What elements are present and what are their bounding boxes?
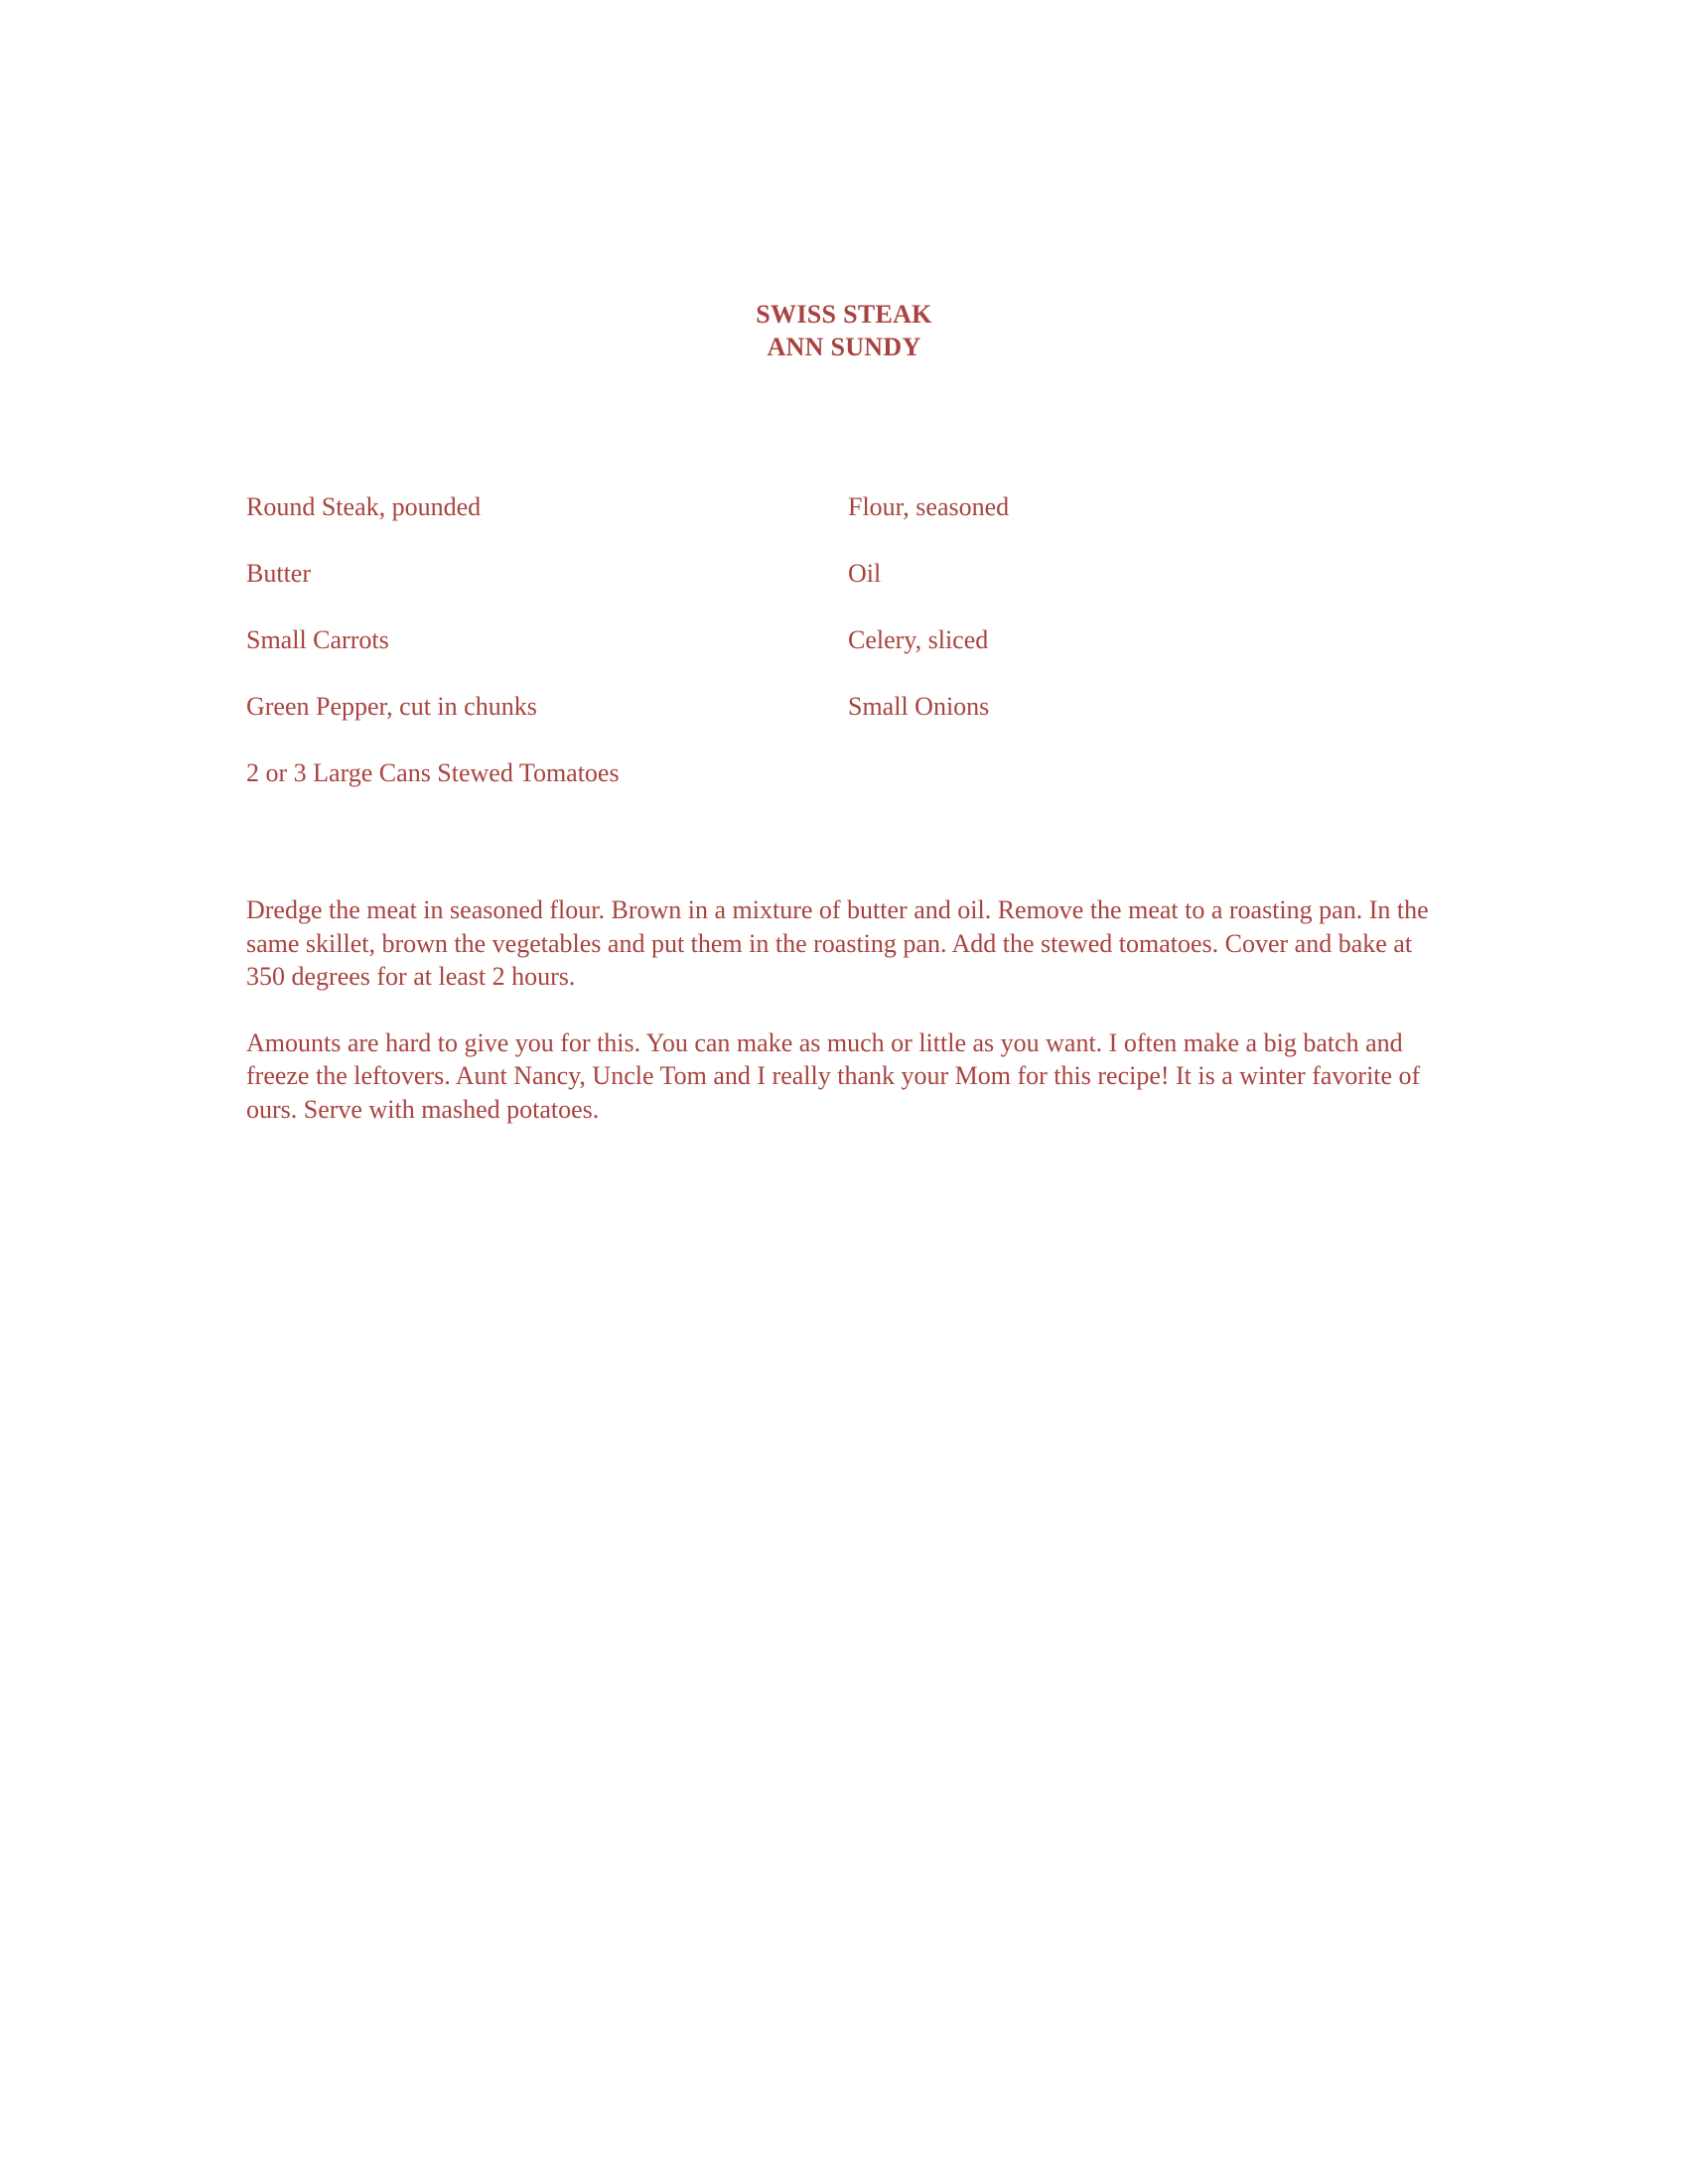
ingredient-item: Oil [848, 559, 882, 588]
ingredients-list [246, 492, 1438, 825]
ingredient-item: Green Pepper, cut in chunks [246, 692, 537, 721]
recipe-header [0, 298, 1688, 363]
ingredient-item: Small Carrots [246, 625, 389, 654]
ingredient-row [246, 625, 1438, 692]
instruction-paragraph: Dredge the meat in seasoned flour. Brown in a mixture of butter and oil. Remove the meat to a roasting pan. In the same skillet, brown the vegetables and put them in the roasting pan. Add the stewed tomatoes. Cover and bake at 350 degrees for at least 2 hours. [246, 895, 1429, 991]
ingredient-item: 2 or 3 Large Cans Stewed Tomatoes [246, 758, 620, 787]
ingredient-row [246, 692, 1438, 758]
ingredient-item: Round Steak, pounded [246, 492, 482, 521]
ingredient-item: Flour, seasoned [848, 492, 1010, 521]
ingredient-row [246, 758, 1438, 825]
ingredient-item: Small Onions [848, 692, 990, 721]
ingredient-item: Butter [246, 559, 311, 588]
ingredient-row [246, 492, 1438, 559]
instruction-paragraph: Amounts are hard to give you for this. You can make as much or little as you want. I often make a big batch and freeze the leftovers. Aunt Nancy, Uncle Tom and I really thank your Mom for this recipe! It is a winter favorite of ours. Serve with mashed potatoes. [246, 1027, 1421, 1124]
recipe-author: ANN SUNDY [767, 333, 921, 361]
instructions [246, 893, 1448, 1159]
ingredient-row [246, 559, 1438, 625]
ingredient-item: Celery, sliced [848, 625, 989, 654]
recipe-title: SWISS STEAK [756, 300, 932, 329]
